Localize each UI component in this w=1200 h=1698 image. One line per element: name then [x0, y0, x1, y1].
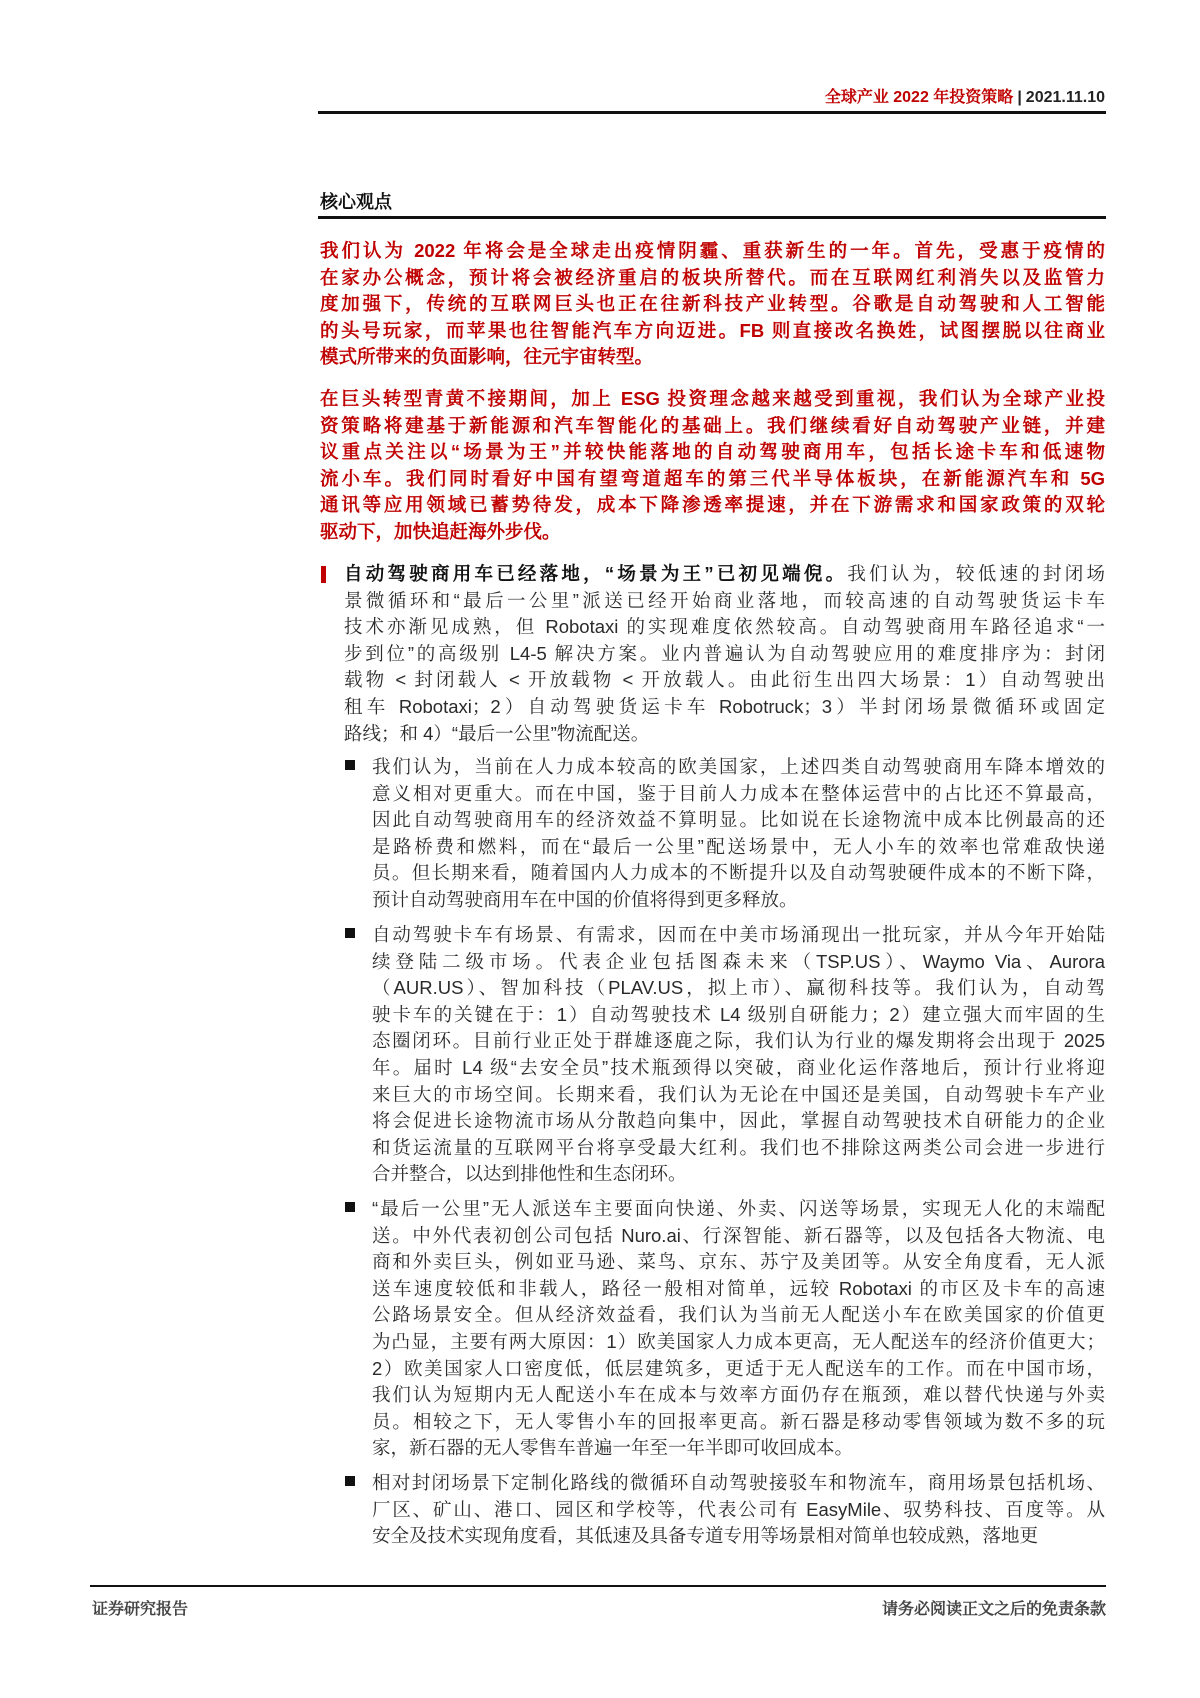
text-line: 是路桥费和燃料，而在“最后一公里”配送场景中，无人小车的效率也常难敌快递	[372, 835, 1105, 857]
text-line: 送。中外代表初创公司包括 Nuro.ai、行深智能、新石器等，以及包括各大物流、电	[372, 1224, 1105, 1246]
text-line: 公路场景安全。但从经济效益看，我们认为当前无人配送小车在欧美国家的价值更	[372, 1304, 1105, 1326]
text-line: 安全及技术实现角度看，其低速及具备专道专用等场景相对简单也较成熟，落地更	[372, 1525, 1039, 1547]
main-point-first-line: 自动驾驶商用车已经落地，“场景为王”已初见端倪。我们认为，较低速的封闭场	[344, 563, 1105, 584]
report-date: 2021.11.10	[1025, 89, 1105, 106]
footer-disclaimer-link: 请务必阅读正文之后的免责条款	[881, 1601, 1106, 1618]
text-line: 在家办公概念，预计将会被经济重启的板块所替代。而在互联网红利消失以及监管力	[320, 266, 1105, 288]
header-rule	[318, 111, 1106, 114]
footer-left: 证券研究报告	[92, 1601, 189, 1618]
text-line: 送车速度较低和非载人，路径一般相对简单，远较 Robotaxi 的市区及卡车的高速	[372, 1277, 1105, 1299]
section-title: 核心观点	[320, 192, 392, 212]
summary-paragraph-1	[320, 238, 1105, 371]
text-line: 租车 Robotaxi；2）自动驾驶货运卡车 Robotruck；3）半封闭场景微循环或固定	[344, 695, 1105, 717]
text-line: 年。届时 L4 级“去安全员”技术瓶颈得以突破，商业化运作落地后，预计行业将迎	[372, 1056, 1105, 1078]
text-line: 来巨大的市场空间。长期来看，我们认为无论在中国还是美国，自动驾驶卡车产业	[372, 1083, 1105, 1105]
bullet-square-icon	[345, 928, 355, 938]
text-line: 通讯等应用领域已蓄势待发，成本下降渗透率提速，并在下游需求和国家政策的双轮	[320, 494, 1105, 516]
text-line: 模式所带来的负面影响，往元宇宙转型。	[320, 346, 654, 368]
text-line: 员。但长期来看，随着国内人力成本的不断提升以及自动驾驶硬件成本的不断下降，	[372, 862, 1105, 884]
text-line: （AUR.US）、智加科技（PLAV.US，拟上市）、赢彻科技等。我们认为，自动驾	[372, 977, 1105, 999]
text-line: 自动驾驶卡车有场景、有需求，因而在中美市场涌现出一批玩家，并从今年开始陆	[372, 924, 1105, 945]
text-line: 我们认为，当前在人力成本较高的欧美国家，上述四类自动驾驶商用车降本增效的	[372, 756, 1105, 777]
bullet-paragraph-2	[372, 922, 1105, 1188]
text-line: 我们认为 2022 年将会是全球走出疫情阴霾、重获新生的一年。首先，受惠于疫情的	[320, 240, 1105, 261]
bullet-paragraph-4	[372, 1470, 1105, 1550]
text-line: 为凸显，主要有两大原因：1）欧美国家人力成本更高，无人配送车的经济价值更大；	[372, 1330, 1105, 1352]
text-line: 流小车。我们同时看好中国有望弯道超车的第三代半导体板块，在新能源汽车和 5G	[320, 467, 1105, 489]
text-line: 将会促进长途物流市场从分散趋向集中，因此，掌握自动驾驶技术自研能力的企业	[372, 1110, 1105, 1132]
text-line: 度加强下，传统的互联网巨头也正在往新科技产业转型。谷歌是自动驾驶和人工智能	[320, 293, 1105, 315]
section-rule	[318, 216, 1106, 219]
text-line: 和货运流量的互联网平台将享受最大红利。我们也不排除这两类公司会进一步进行	[372, 1136, 1105, 1158]
bullet-paragraph-1	[372, 754, 1105, 914]
text-line: 议重点关注以“场景为王”并较快能落地的自动驾驶商用车，包括长途卡车和低速物	[320, 441, 1105, 463]
text-line: 在巨头转型青黄不接期间，加上 ESG 投资理念越来越受到重视，我们认为全球产业投	[320, 388, 1105, 409]
bullet-square-icon	[345, 1476, 355, 1486]
text-line: 因此自动驾驶商用车的经济效益不算明显。比如说在长途物流中成本比例最高的还	[372, 809, 1105, 831]
text-line: 员。相较之下，无人零售小车的回报率更高。新石器是移动零售领域为数不多的玩	[372, 1410, 1105, 1432]
text-line: 相对封闭场景下定制化路线的微循环自动驾驶接驳车和物流车，商用场景包括机场、	[372, 1472, 1105, 1493]
text-line: 技术亦渐见成熟，但 Robotaxi 的实现难度依然较高。自动驾驶商用车路径追求“一	[344, 616, 1105, 638]
header-separator: |	[1017, 89, 1022, 106]
main-point-paragraph	[344, 561, 1105, 747]
section-marker-icon	[321, 566, 326, 583]
text-line: 态圈闭环。目前行业正处于群雄逐鹿之际，我们认为行业的爆发期将会出现于 2025	[372, 1030, 1105, 1052]
bullet-square-icon	[345, 760, 355, 770]
text-line: 路线；和 4）“最后一公里”物流配送。	[344, 722, 650, 744]
text-line: 我们认为短期内无人配送小车在成本与效率方面仍存在瓶颈，难以替代快递与外卖	[372, 1384, 1105, 1406]
text-line: 家，新石器的无人零售车普遍一年至一年半即可收回成本。	[372, 1437, 854, 1459]
text-line: 续登陆二级市场。代表企业包括图森未来（TSP.US）、Waymo Via、Aurora	[372, 950, 1105, 972]
text-line: 合并整合，以达到排他性和生态闭环。	[372, 1163, 687, 1185]
bullet-square-icon	[345, 1202, 355, 1212]
text-line: “最后一公里”无人派送车主要面向快递、外卖、闪送等场景，实现无人化的末端配	[372, 1198, 1105, 1219]
bullet-paragraph-3	[372, 1196, 1105, 1462]
text-line: 资策略将建基于新能源和汽车智能化的基础上。我们继续看好自动驾驶产业链，并建	[320, 414, 1105, 436]
summary-paragraph-2	[320, 386, 1105, 546]
text-line: 厂区、矿山、港口、园区和学校等，代表公司有 EasyMile、驭势科技、百度等。从	[372, 1498, 1105, 1520]
text-line: 步到位”的高级别 L4-5 解决方案。业内普遍认为自动驾驶应用的难度排序为：封闭	[344, 642, 1105, 664]
text-line: 商和外卖巨头，例如亚马逊、菜鸟、京东、苏宁及美团等。从安全角度看，无人派	[372, 1251, 1105, 1273]
text-line: 驶卡车的关键在于：1）自动驾驶技术 L4 级别自研能力；2）建立强大而牢固的生	[372, 1003, 1105, 1025]
text-line: 景微循环和“最后一公里”派送已经开始商业落地，而较高速的自动驾驶货运卡车	[344, 589, 1105, 611]
report-title: 全球产业 2022 年投资策略	[824, 89, 1014, 106]
footer-rule	[90, 1585, 1106, 1587]
report-header	[825, 84, 1105, 107]
text-line: 的头号玩家，而苹果也往智能汽车方向迈进。FB 则直接改名换姓，试图摆脱以往商业	[320, 319, 1105, 341]
text-line: 驱动下，加快追赶海外步伐。	[320, 520, 561, 542]
text-line: 载物 < 封闭载人 < 开放载物 < 开放载人。由此衍生出四大场景：1）自动驾驶出	[344, 669, 1105, 691]
main-point-lead: 自动驾驶商用车已经落地，“场景为王”已初见端倪。	[344, 563, 848, 584]
text-line: 预计自动驾驶商用车在中国的价值将得到更多释放。	[372, 888, 798, 910]
text-line: 2）欧美国家人口密度低，低层建筑多，更适于无人配送车的工作。而在中国市场，	[372, 1357, 1105, 1379]
text-line: 意义相对更重大。而在中国，鉴于目前人力成本在整体运营中的占比还不算最高，	[372, 782, 1105, 804]
